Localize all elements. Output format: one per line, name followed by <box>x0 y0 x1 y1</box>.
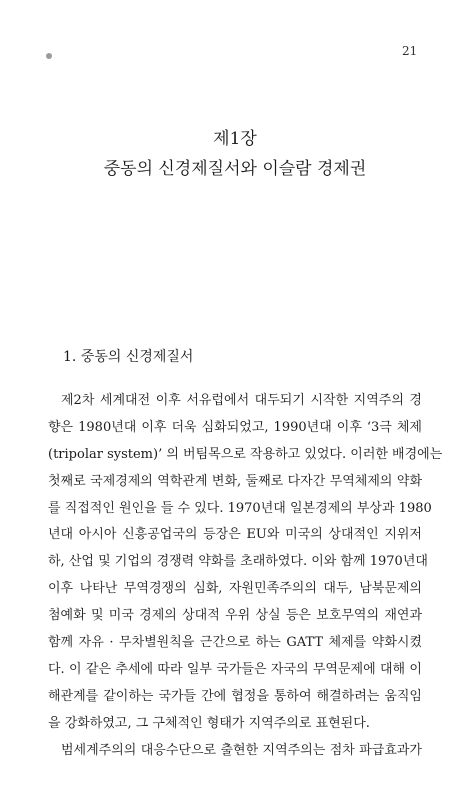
page-marker-dot <box>46 53 52 59</box>
body-line: 이후 나타난 무역경쟁의 심화, 자원민족주의의 대두, 남북문제의 <box>48 581 422 597</box>
page-number: 21 <box>402 44 418 58</box>
body-line: 다. 이 같은 추세에 따라 일부 국가들은 자국의 무역문제에 대해 이 <box>48 661 422 677</box>
body-line: 범세계주의의 대응수단으로 출현한 지역주의는 점차 파급효과가 <box>61 742 422 758</box>
body-line: 를 직접적인 원인을 들 수 있다. 1970년대 일본경제의 부상과 1980 <box>48 500 432 516</box>
section-heading: 1. 중동의 신경제질서 <box>63 349 194 365</box>
chapter-title: 중동의 신경제질서와 이슬람 경제권 <box>103 159 367 179</box>
body-line: 제2차 세계대전 이후 서유럽에서 대두되기 시작한 지역주의 경 <box>61 393 422 408</box>
body-line: 년대 아시아 신흥공업국의 등장은 EU와 미국의 상대적인 지위저 <box>48 527 422 543</box>
body-line: 해관계를 같이하는 국가들 간에 협정을 통하여 해결하려는 움직임 <box>48 688 422 704</box>
body-line: 첨예화 및 미국 경제의 상대적 우위 상실 등은 보호무역의 재연과 <box>48 608 422 624</box>
body-line: 하, 산업 및 기업의 경쟁력 약화를 초래하였다. 이와 함께 1970년대 <box>48 554 428 570</box>
body-line: 함께 자유 · 무차별원칙을 근간으로 하는 GATT 체제를 약화시켰 <box>48 635 422 651</box>
body-line: (tripolar system)’ 의 버팀목으로 작용하고 있었다. 이러한 배경에는 <box>48 446 443 462</box>
body-line: 첫째로 국제경제의 역학관계 변화, 둘째로 다자간 무역체제의 약화 <box>48 473 422 489</box>
body-line: 을 강화하였고, 그 구체적인 형태가 지역주의로 표현된다. <box>48 715 370 731</box>
body-text <box>48 388 443 764</box>
chapter-label: 제1장 <box>213 129 257 149</box>
body-line: 향은 1980년대 이후 더욱 심화되었고, 1990년대 이후 ‘3극 체제 <box>48 419 422 435</box>
